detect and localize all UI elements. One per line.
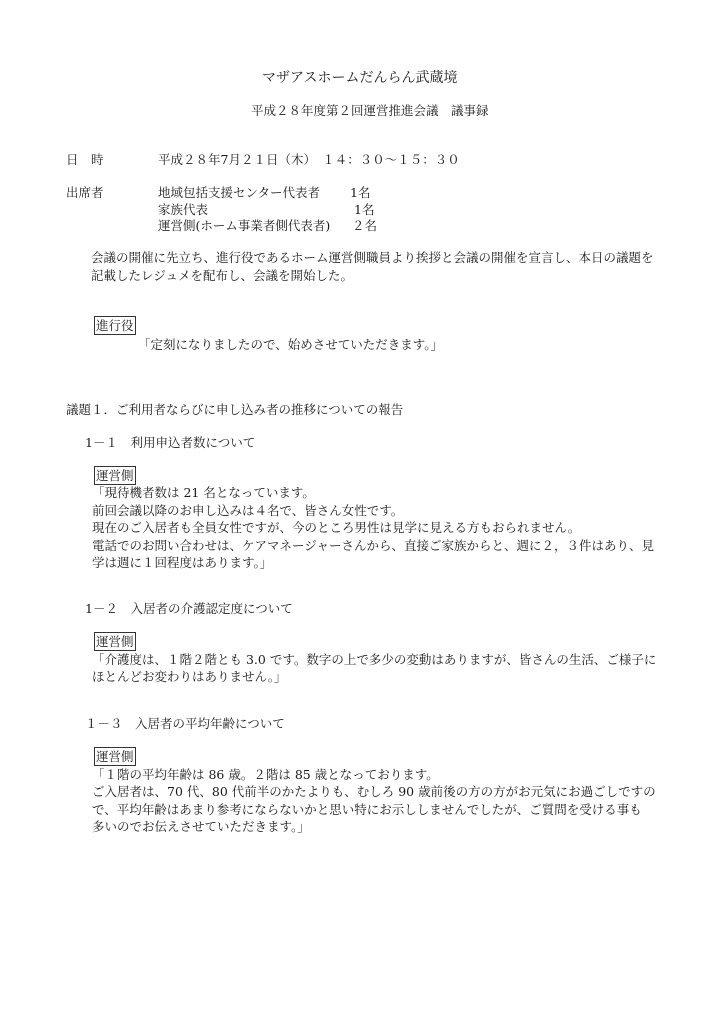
speech-line: 多いのでお伝えさせていただきます。」: [92, 819, 310, 834]
speech-line: 「定刻になりましたので、始めさせていただきます。」: [138, 337, 444, 352]
speaker-label: 進行役: [96, 318, 134, 333]
speech-line: 学は週に１回程度はあります。」: [92, 555, 273, 570]
speech-line: 前回会議以降のお申し込みは４名で、皆さん女性です。: [92, 503, 404, 518]
intro-line: 記載したレジュメを配布し、会議を開始した。: [91, 268, 353, 283]
meeting-title: 平成２８年度第２回運営推進会議 議事録: [251, 103, 489, 118]
speaker-label: 運営側: [96, 634, 134, 649]
attendee-count: 1名: [350, 185, 371, 200]
attendee-name: 家族代表: [158, 202, 209, 217]
speech-line: 「介護度は、１階２階とも 3.0 です。数字の上で多少の変動はありますが、皆さんの生活、ご様子に: [92, 652, 657, 667]
speech-line: 現在のご入居者も全員女性ですが、今のところ男性は見学に見える方もおられません。: [92, 520, 581, 535]
speaker-label: 運営側: [96, 749, 134, 764]
org-title: マザアスホームだんらん武蔵境: [262, 70, 458, 86]
attendee-count: 1名: [354, 202, 375, 217]
agenda-title: 議題１．ご利用者ならびに申し込み者の推移についての報告: [66, 402, 404, 417]
section-heading: １－３ 入居者の平均年齢について: [85, 716, 285, 731]
speech-line: 「１階の平均年齢は 86 歳。２階は 85 歳となっております。: [92, 767, 439, 782]
attendee-name: 運営側(ホーム事業者側代表者): [158, 218, 331, 233]
attendees-label: 出席者: [66, 185, 104, 200]
attendee-name: 地域包括支援センター代表者: [158, 185, 321, 200]
section-heading: 1－２ 入居者の介護認定度について: [85, 601, 293, 616]
speech-line: ほとんどお変わりはありません。」: [92, 669, 287, 684]
intro-line: 会議の開催に先立ち、進行役であるホーム運営側職員より挨拶と会議の開催を宣言し、本日の議題を: [91, 250, 654, 265]
attendee-count: ２名: [352, 218, 378, 233]
speaker-label: 運営側: [96, 468, 134, 483]
datetime-value: 平成２８年7月２１日（木） １４：３０～１５：３０: [158, 152, 460, 167]
speech-line: 「現待機者数は 21 名となっています。: [92, 485, 315, 500]
section-heading: 1－１ 利用申込者数について: [85, 435, 256, 450]
speech-line: ご入居者は、70 代、80 代前半のかたよりも、むしろ 90 歳前後の方の方がお元気にお過ごしですの: [92, 784, 656, 799]
speech-line: 電話でのお問い合わせは、ケアマネージャーさんから、直接ご家族からと、週に２，３件はあり、見: [92, 538, 655, 553]
speech-line: で、平均年齢はあまり参考にならないかと思い特にお示ししませんでしたが、ご質問を受ける事も: [92, 802, 642, 817]
datetime-label: 日 時: [66, 152, 104, 167]
